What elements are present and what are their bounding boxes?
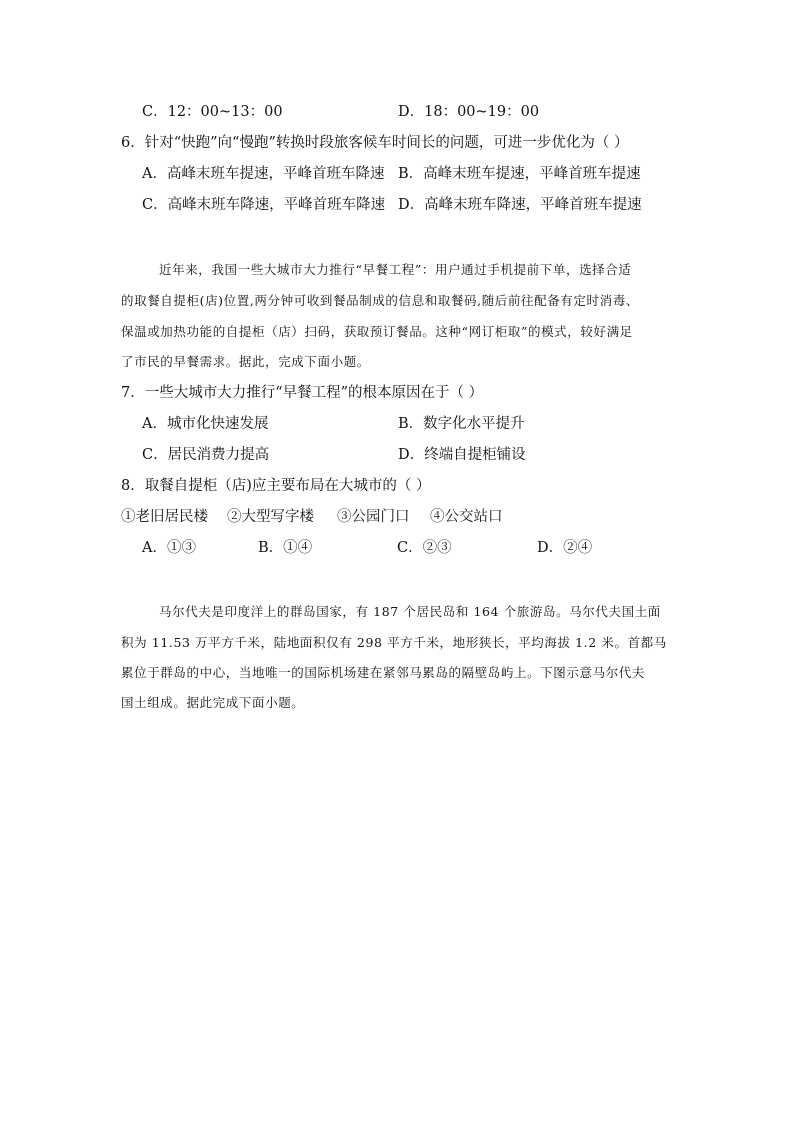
q7-option-d: D．终端自提柜铺设 bbox=[398, 447, 526, 463]
passage1-line1: 近年来，我国一些大城市大力推行“早餐工程”：用户通过手机提前下单，选择合适 bbox=[159, 262, 632, 277]
q7-option-b: B．数字化水平提升 bbox=[398, 416, 525, 432]
q8-item-4: ④公交站口 bbox=[430, 509, 503, 525]
q7-option-c: C．居民消费力提高 bbox=[142, 447, 270, 463]
q6-option-a: A．高峰末班车提速，平峰首班车降速 bbox=[142, 166, 385, 182]
q6-stem: 6．针对“快跑”向“慢跑”转换时段旅客候车时间长的问题，可进一步优化为（ ） bbox=[121, 135, 629, 151]
q6-option-b: B．高峰末班车提速，平峰首班车提速 bbox=[398, 166, 641, 182]
q5-option-c: C．12：00~13：00 bbox=[142, 104, 283, 120]
passage1-line3: 保温或加热功能的自提柜（店）扫码，获取预订餐品。这种“网订柜取”的模式，较好满足 bbox=[121, 324, 633, 339]
q8-option-d: D．②④ bbox=[537, 540, 593, 556]
passage2-line2: 积为 11.53 万平方千米，陆地面积仅有 298 平方千米，地形狭长，平均海拔 1.2 米。首都马 bbox=[121, 635, 667, 650]
q6-option-c: C．高峰末班车降速，平峰首班车降速 bbox=[142, 197, 386, 213]
q8-option-a: A．①③ bbox=[142, 540, 196, 556]
q7-stem: 7．一些大城市大力推行“早餐工程”的根本原因在于（ ） bbox=[121, 385, 484, 401]
passage2-line3: 累位于群岛的中心，当地唯一的国际机场建在紧邻马累岛的隔壁岛屿上。下图示意马尔代夫 bbox=[121, 665, 646, 680]
q5-option-d: D．18：00~19：00 bbox=[398, 104, 540, 120]
passage2-line4: 国土组成。据此完成下面小题。 bbox=[121, 695, 305, 710]
passage1-line4: 了市民的早餐需求。据此，完成下面小题。 bbox=[121, 354, 370, 369]
q8-stem: 8．取餐自提柜（店)应主要布局在大城市的（ ） bbox=[121, 478, 431, 494]
q8-option-c: C．②③ bbox=[397, 540, 452, 556]
passage1-line2: 的取餐自提柜(店)位置,两分钟可收到餐品制成的信息和取餐码,随后前往配备有定时消毒、 bbox=[121, 293, 639, 308]
q6-option-d: D．高峰末班车降速，平峰首班车提速 bbox=[398, 197, 642, 213]
q8-item-1: ①老旧居民楼 bbox=[121, 509, 208, 525]
q8-item-2: ②大型写字楼 bbox=[227, 509, 314, 525]
passage2-line1: 马尔代夫是印度洋上的群岛国家，有 187 个居民岛和 164 个旅游岛。马尔代夫国土面 bbox=[159, 604, 661, 619]
q8-item-3: ③公园门口 bbox=[337, 509, 410, 525]
q7-option-a: A．城市化快速发展 bbox=[142, 416, 269, 432]
q8-option-b: B．①④ bbox=[258, 540, 313, 556]
